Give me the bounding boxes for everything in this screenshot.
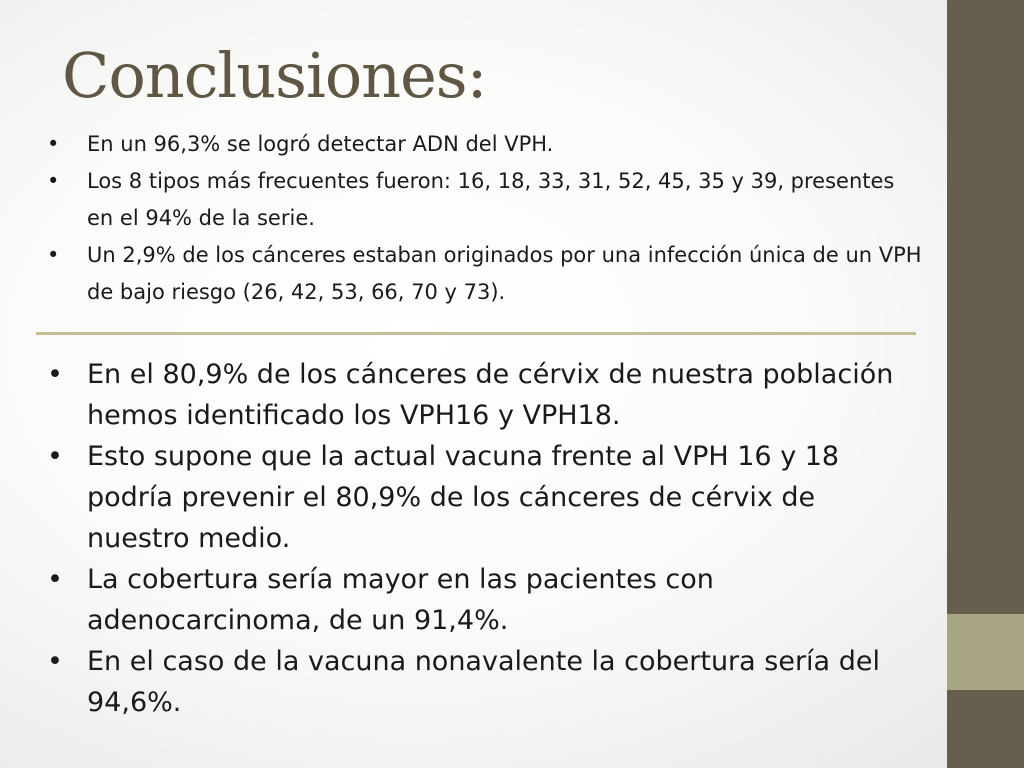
bullet-icon: • (47, 243, 60, 267)
list-item (45, 436, 925, 559)
bullet-text: Un 2,9% de los cánceres estaban originados por una infección única de un VPH de bajo riesgo (26, 42, 53, 66, 70 y 73). (87, 243, 922, 304)
list-item (45, 237, 925, 311)
bullet-icon: • (47, 359, 63, 390)
bullet-text: En el 80,9% de los cánceres de cérvix de nuestra población hemos identificado los VPH16 y VPH18. (87, 359, 894, 431)
bullet-icon: • (47, 441, 63, 472)
conclusions-list-bottom (45, 354, 925, 723)
bullet-text: En un 96,3% se logró detectar ADN del VPH. (87, 132, 554, 156)
bullet-text: Los 8 tipos más frecuentes fueron: 16, 18, 33, 31, 52, 45, 35 y 39, presentes en el 94% de la serie. (87, 169, 895, 230)
slide-title: Conclusiones: (62, 39, 487, 112)
section-divider (36, 332, 916, 335)
list-item (45, 163, 925, 237)
bullet-icon: • (47, 646, 63, 677)
bullet-icon: • (47, 169, 60, 193)
bullet-text: Esto supone que la actual vacuna frente al VPH 16 y 18 podría prevenir el 80,9% de los cánceres de cérvix de nuestro medio. (87, 441, 840, 554)
bullet-icon: • (47, 132, 60, 156)
bullet-text: En el caso de la vacuna nonavalente la cobertura sería del 94,6%. (87, 646, 880, 718)
bullet-icon: • (47, 564, 63, 595)
list-item (45, 354, 925, 436)
conclusions-list-top (45, 126, 925, 311)
side-decorative-accent (947, 614, 1024, 690)
list-item (45, 126, 925, 163)
list-item (45, 559, 925, 641)
list-item (45, 641, 925, 723)
bullet-text: La cobertura sería mayor en las pacientes con adenocarcinoma, de un 91,4%. (87, 564, 714, 636)
